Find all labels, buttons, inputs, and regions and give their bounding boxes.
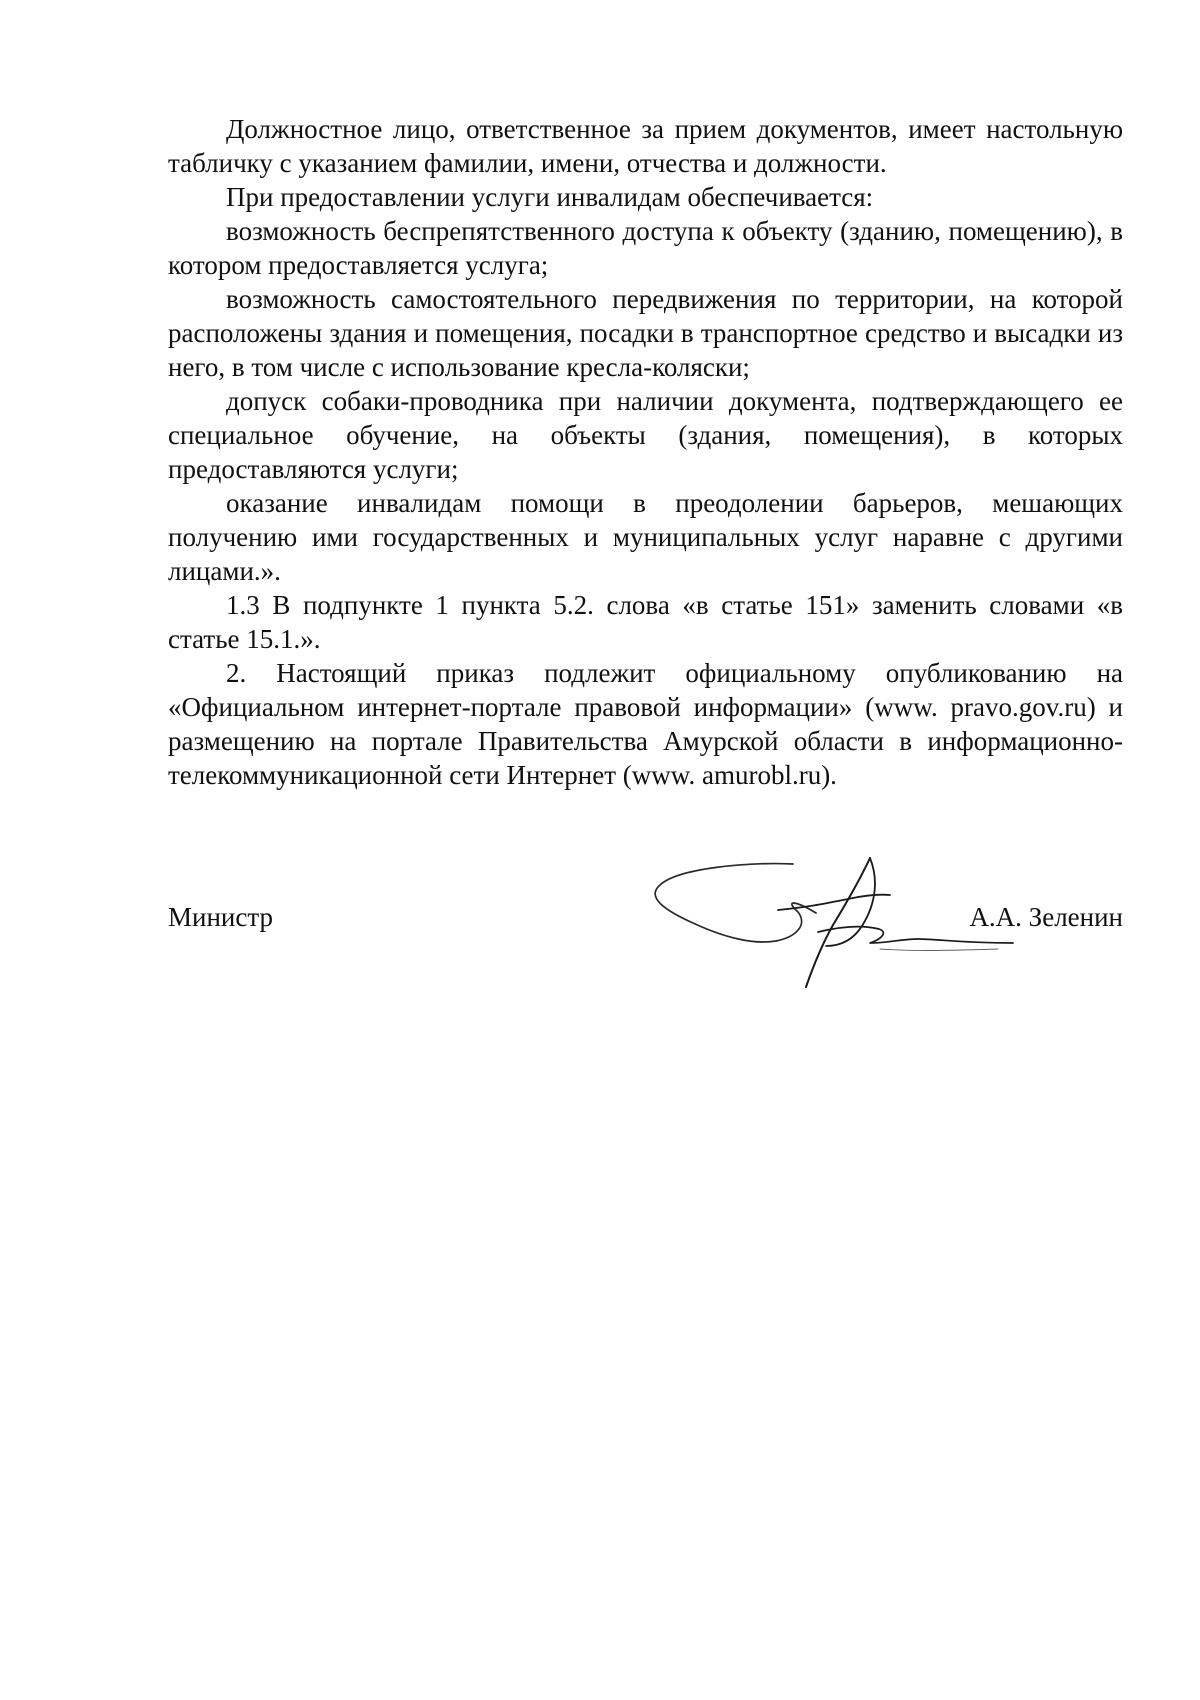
document-body [168,112,1123,792]
signature-block [168,855,1123,995]
signer-position: Министр [168,902,273,932]
paragraph-barrier-assistance: оказание инвалидам помощи в преодолении барьеров, мешающих получению ими государственных и муниципальных услуг наравне с другими лицами.». [168,488,1123,586]
paragraph-independent-movement: возможность самостоятельного передвижения по территории, на которой расположены здания и помещения, посадки в транспортное средство и высадки из него, в том числе с использование кресла-коляски; [168,284,1123,382]
handwritten-signature [638,855,1018,995]
paragraph-disabled-services-intro: При предоставлении услуги инвалидам обеспечивается: [226,182,874,212]
paragraph-guide-dog-access: допуск собаки-проводника при наличии документа, подтверждающего ее специальное обучение, на объекты (здания, помещения), в которых предоставляются услуги; [168,386,1123,484]
paragraph-item-1-3: 1.3 В подпункте 1 пункта 5.2. слова «в статье 151» заменить словами «в статье 15.1.». [168,590,1123,654]
paragraph-official-nameplate: Должностное лицо, ответственное за прием документов, имеет настольную табличку с указанием фамилии, имени, отчества и должности. [168,114,1123,178]
signer-name: А.А. Зеленин [969,902,1123,932]
paragraph-unobstructed-access: возможность беспрепятственного доступа к объекту (зданию, помещению), в котором предоставляется услуга; [168,216,1123,280]
paragraph-item-2-publication: 2. Настоящий приказ подлежит официальному опубликованию на «Официальном интернет-портале правовой информации» (www. pravo.gov.ru) и размещению на портале Правительства Амурской области в информационно-телекоммуникационной сети Интернет (www. amurobl.ru). [168,658,1123,790]
